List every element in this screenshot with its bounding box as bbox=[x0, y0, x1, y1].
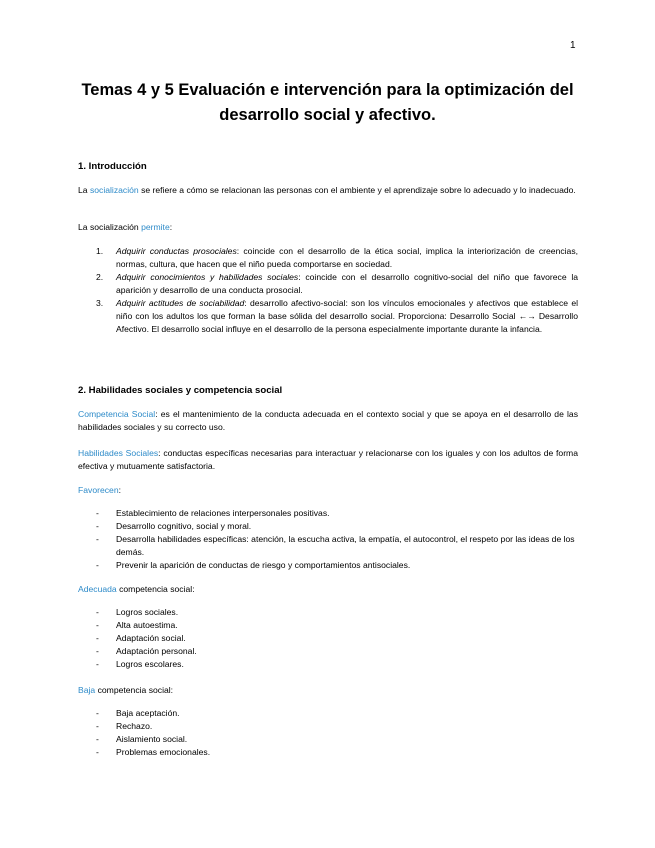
text: competencia social: bbox=[95, 685, 174, 695]
term-baja: Baja bbox=[78, 685, 96, 695]
list-item: - Aislamiento social. bbox=[78, 733, 578, 746]
text: : bbox=[169, 222, 173, 232]
list-item: - Baja aceptación. bbox=[78, 707, 578, 720]
term-adecuada: Adecuada bbox=[78, 584, 117, 594]
document-title: Temas 4 y 5 Evaluación e intervención para la optimización del desarrollo social y afectivo. bbox=[81, 81, 574, 124]
list-item: - Rechazo. bbox=[78, 720, 578, 733]
item-label: Adquirir conductas prosociales bbox=[116, 246, 237, 256]
item-label: Adquirir actitudes de sociabilidad bbox=[116, 298, 245, 308]
term-socializacion: socialización bbox=[89, 185, 139, 195]
list-item bbox=[78, 271, 578, 297]
list-item bbox=[78, 245, 578, 271]
competencia-paragraph bbox=[78, 408, 578, 434]
favorecen-list bbox=[78, 507, 578, 572]
list-item: - Logros sociales. bbox=[78, 606, 578, 619]
text: competencia social: bbox=[116, 584, 195, 594]
page-number: 1 bbox=[570, 40, 576, 51]
baja-list bbox=[78, 707, 578, 759]
section-heading-habilidades: 2. Habilidades sociales y competencia social bbox=[78, 385, 283, 396]
text: : bbox=[118, 485, 121, 495]
habilidades-paragraph bbox=[78, 447, 578, 473]
list-item bbox=[78, 297, 578, 336]
list-item: - Adaptación personal. bbox=[78, 645, 578, 658]
item-text: : desarrollo afectivo-social: son los vínculos emocionales y afectivos que establece el niño con los adultos los que forman la base sólida del desarrollo social. Proporciona: Desarrollo Social ←→ Desarrollo Afectivo. El desarrollo social influye en el desarrollo de la persona especialmente importante durante la infancia. bbox=[116, 298, 579, 334]
text: : conductas específicas necesarias para interactuar y relacionarse con los iguales y con los adultos de forma efectiva y mutuamente satisfactoria. bbox=[78, 448, 578, 471]
item-label: Adquirir conocimientos y habilidades sociales bbox=[116, 272, 299, 282]
permite-paragraph bbox=[78, 221, 578, 234]
term-permite: permite bbox=[141, 222, 170, 232]
list-item: - Desarrolla habilidades específicas: atención, la escucha activa, la empatía, el autocontrol, el respeto por las ideas de los demás. bbox=[78, 533, 578, 559]
list-number: 2. bbox=[96, 272, 104, 282]
list-item: - Adaptación social. bbox=[78, 632, 578, 645]
list-item: - Establecimiento de relaciones interpersonales positivas. bbox=[78, 507, 578, 520]
item-text: : coincide con el desarrollo cognitivo-social del niño que favorece la aparición y desarrollo de una conducta prosocial. bbox=[116, 272, 579, 295]
adecuada-label bbox=[78, 583, 578, 596]
list-item: - Alta autoestima. bbox=[78, 619, 578, 632]
text: La socialización bbox=[78, 222, 142, 232]
text: se refiere a cómo se relacionan las personas con el ambiente y el aprendizaje sobre lo adecuado y lo inadecuado. bbox=[138, 185, 576, 195]
list-number: 3. bbox=[96, 298, 104, 308]
term-favorecen: Favorecen bbox=[78, 485, 119, 495]
text: La bbox=[78, 185, 90, 195]
permite-list bbox=[78, 245, 578, 336]
section-heading-intro: 1. Introducción bbox=[78, 161, 147, 172]
baja-label bbox=[78, 684, 578, 697]
list-item: - Prevenir la aparición de conductas de riesgo y comportamientos antisociales. bbox=[78, 559, 578, 572]
list-item: - Logros escolares. bbox=[78, 658, 578, 671]
list-item: - Desarrollo cognitivo, social y moral. bbox=[78, 520, 578, 533]
list-number: 1. bbox=[96, 246, 104, 256]
intro-paragraph bbox=[78, 184, 578, 197]
adecuada-list bbox=[78, 606, 578, 671]
text: : es el mantenimiento de la conducta adecuada en el contexto social y que se apoya en el desarrollo de las habilidades sociales y su correcto uso. bbox=[78, 409, 578, 432]
item-text: : coincide con el desarrollo de la ética social, implica la interiorización de creencias, normas, cultura, que hacen que el niño pueda comportarse en sociedad. bbox=[116, 246, 579, 269]
term-competencia-social: Competencia Social bbox=[78, 409, 156, 419]
list-item: - Problemas emocionales. bbox=[78, 746, 578, 759]
favorecen-label bbox=[78, 484, 578, 497]
term-habilidades-sociales: Habilidades Sociales bbox=[78, 448, 159, 458]
